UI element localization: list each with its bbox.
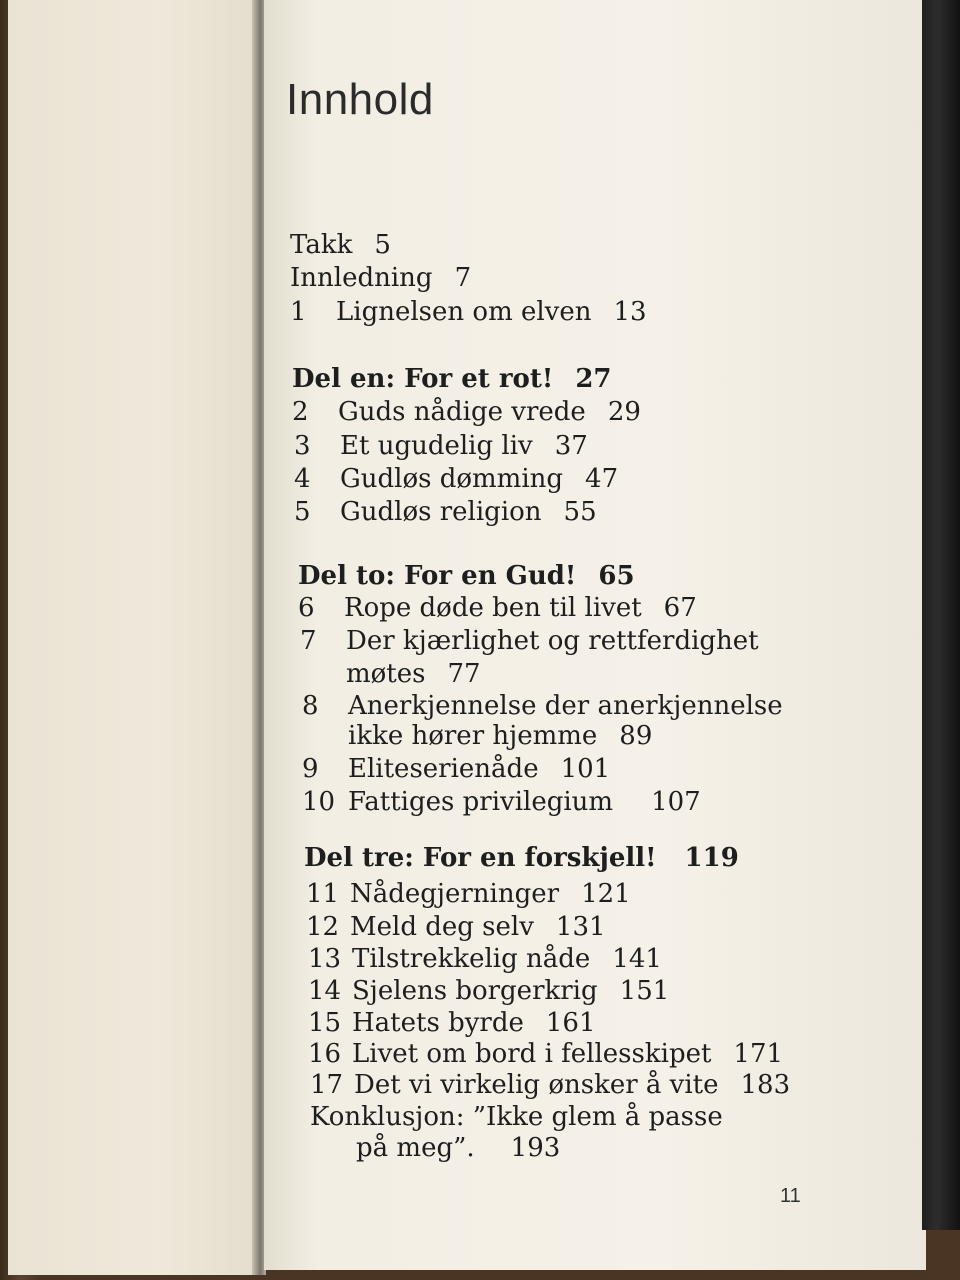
entry-label: Gudløs dømming (340, 464, 564, 494)
entry-label: Et ugudelig liv (340, 431, 533, 461)
entry-label: Innledning (290, 263, 433, 293)
entry-number: 11 (306, 879, 340, 909)
entry-label: Meld deg selv (350, 912, 534, 942)
toc-entry-continued (348, 720, 652, 752)
page-title: Innhold (286, 75, 434, 124)
entry-label: Konklusjon: ”Ikke glem å passe (310, 1102, 723, 1132)
toc-part-heading (292, 363, 612, 395)
toc-entry (302, 690, 783, 722)
toc-entry-continued (346, 658, 481, 690)
toc-entry (290, 229, 391, 261)
entry-page: 29 (607, 397, 641, 427)
entry-page: 47 (585, 464, 619, 494)
toc-entry (306, 878, 631, 910)
entry-page: 101 (560, 754, 611, 784)
entry-label: Gudløs religion (340, 497, 542, 527)
entry-label: Livet om bord i fellesskipet (352, 1039, 712, 1069)
entry-page: 13 (613, 297, 647, 327)
entry-number: 17 (310, 1070, 344, 1100)
toc-entry (298, 592, 697, 624)
entry-number: 1 (290, 297, 307, 327)
entry-page: 67 (663, 593, 697, 623)
entry-number: 10 (302, 787, 336, 817)
entry-page: 89 (619, 721, 653, 751)
entry-number: 15 (308, 1008, 342, 1038)
entry-number: 7 (300, 626, 317, 656)
entry-page: 77 (447, 659, 481, 689)
toc-entry (290, 262, 471, 294)
entry-page: 5 (374, 230, 391, 260)
part-page: 65 (598, 561, 635, 591)
toc-conclusion (310, 1101, 723, 1133)
toc-entry (300, 625, 759, 657)
entry-label-continued: møtes (346, 659, 426, 689)
toc-part-heading (304, 842, 739, 874)
entry-number: 4 (294, 464, 311, 494)
entry-number: 13 (308, 944, 342, 974)
entry-page: 171 (733, 1039, 784, 1069)
part-label: Del en: For et rot! (292, 364, 554, 394)
entry-page: 141 (612, 944, 662, 974)
toc-entry (294, 496, 597, 528)
page-number: 11 (780, 1185, 801, 1207)
entry-number: 12 (306, 912, 340, 942)
entry-label-continued: ikke hører hjemme (348, 721, 598, 751)
entry-label: Der kjærlighet og rettferdighet (346, 626, 759, 656)
part-label: Del tre: For en forskjell! (304, 843, 657, 873)
entry-label: Fattiges privilegium (348, 787, 614, 817)
entry-page: 121 (581, 879, 631, 909)
entry-label: Eliteserienåde (348, 754, 539, 784)
entry-label: Rope døde ben til livet (344, 593, 642, 623)
entry-page: 183 (740, 1070, 791, 1100)
entry-number: 6 (298, 593, 315, 623)
toc-entry (302, 753, 610, 785)
toc-entry (308, 943, 662, 975)
toc-entry (308, 975, 669, 1007)
toc-entry (308, 1038, 783, 1070)
toc-entry (290, 296, 647, 328)
entry-number: 8 (302, 691, 319, 721)
entry-page: 193 (510, 1133, 561, 1163)
entry-page: 131 (555, 912, 606, 942)
entry-label: Lignelsen om elven (336, 297, 592, 327)
toc-entry (302, 786, 701, 818)
entry-page: 7 (454, 263, 472, 293)
entry-number: 5 (294, 497, 311, 527)
entry-number: 16 (308, 1039, 342, 1069)
entry-number: 14 (308, 976, 342, 1006)
entry-page: 161 (545, 1008, 596, 1038)
entry-label: Takk (290, 230, 353, 260)
entry-page: 151 (619, 976, 670, 1006)
toc-entry-continued (356, 1132, 560, 1164)
part-label: Del to: For en Gud! (298, 561, 577, 591)
entry-label: Sjelens borgerkrig (352, 976, 598, 1006)
entry-label: Guds nådige vrede (338, 397, 586, 427)
toc-entry (292, 396, 641, 428)
toc-entry (308, 1007, 596, 1039)
entry-number: 9 (302, 754, 319, 784)
entry-number: 3 (294, 431, 311, 461)
entry-page: 55 (563, 497, 597, 527)
entry-number: 2 (292, 397, 309, 427)
toc-part-heading (298, 560, 635, 592)
part-page: 119 (684, 843, 739, 873)
toc-entry (294, 463, 618, 495)
entry-label: Tilstrekkelig nåde (352, 944, 591, 974)
entry-label: Hatets byrde (352, 1008, 524, 1038)
entry-label: Nådegjerninger (350, 879, 560, 909)
toc-entry (306, 911, 606, 943)
entry-label: Det vi virkelig ønsker å vite (354, 1070, 719, 1100)
toc-entry (294, 430, 588, 462)
entry-page: 107 (651, 787, 701, 817)
entry-label: Anerkjennelse der anerkjennelse (348, 691, 783, 721)
toc-entry (310, 1069, 790, 1101)
part-page: 27 (575, 364, 612, 394)
entry-label-continued: på meg”. (356, 1133, 475, 1163)
entry-page: 37 (554, 431, 588, 461)
